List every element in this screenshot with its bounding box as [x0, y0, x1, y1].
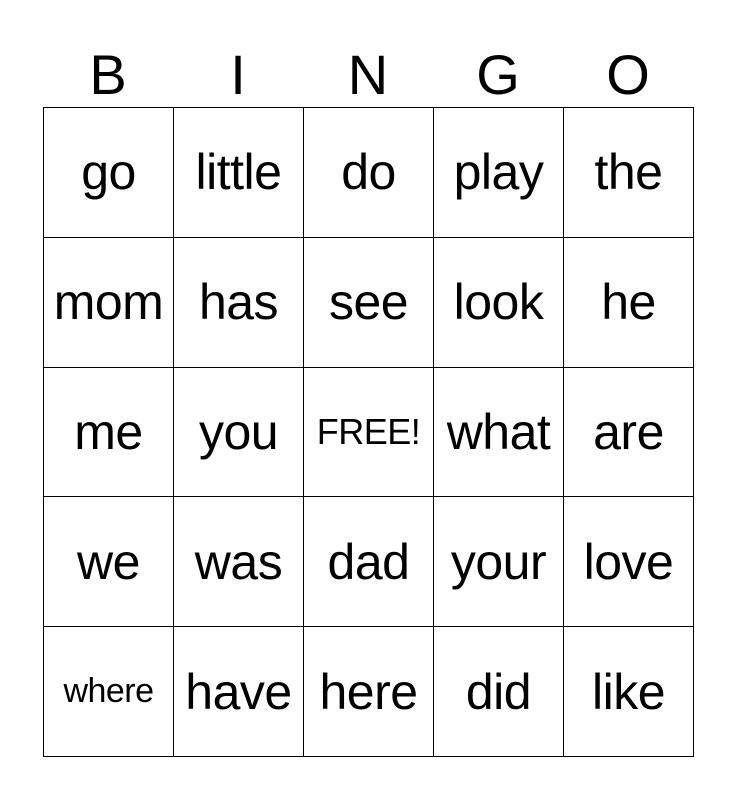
board-cell[interactable]: look: [434, 238, 564, 368]
board-cell[interactable]: have: [174, 627, 304, 757]
board-cell[interactable]: see: [304, 238, 434, 368]
free-space-cell[interactable]: FREE!: [304, 368, 434, 498]
board-cell[interactable]: where: [44, 627, 174, 757]
header-letter-n: N: [347, 43, 389, 106]
bingo-board: [43, 107, 694, 757]
board-cell[interactable]: are: [564, 368, 694, 498]
header-letter-b: B: [89, 43, 127, 106]
board-cell[interactable]: he: [564, 238, 694, 368]
board-cell[interactable]: do: [304, 108, 434, 238]
board-cell[interactable]: dad: [304, 497, 434, 627]
board-cell[interactable]: you: [174, 368, 304, 498]
board-cell[interactable]: go: [44, 108, 174, 238]
board-cell[interactable]: what: [434, 368, 564, 498]
bingo-header: [43, 44, 693, 106]
board-cell[interactable]: play: [434, 108, 564, 238]
board-cell[interactable]: has: [174, 238, 304, 368]
board-cell[interactable]: here: [304, 627, 434, 757]
board-cell[interactable]: did: [434, 627, 564, 757]
header-letter-o: O: [606, 43, 650, 106]
board-cell[interactable]: me: [44, 368, 174, 498]
board-cell[interactable]: mom: [44, 238, 174, 368]
board-cell[interactable]: love: [564, 497, 694, 627]
board-cell[interactable]: the: [564, 108, 694, 238]
header-letter-g: G: [476, 43, 520, 106]
board-cell[interactable]: your: [434, 497, 564, 627]
header-letter-i: I: [230, 43, 246, 106]
board-cell[interactable]: we: [44, 497, 174, 627]
board-cell[interactable]: like: [564, 627, 694, 757]
board-cell[interactable]: little: [174, 108, 304, 238]
board-cell[interactable]: was: [174, 497, 304, 627]
